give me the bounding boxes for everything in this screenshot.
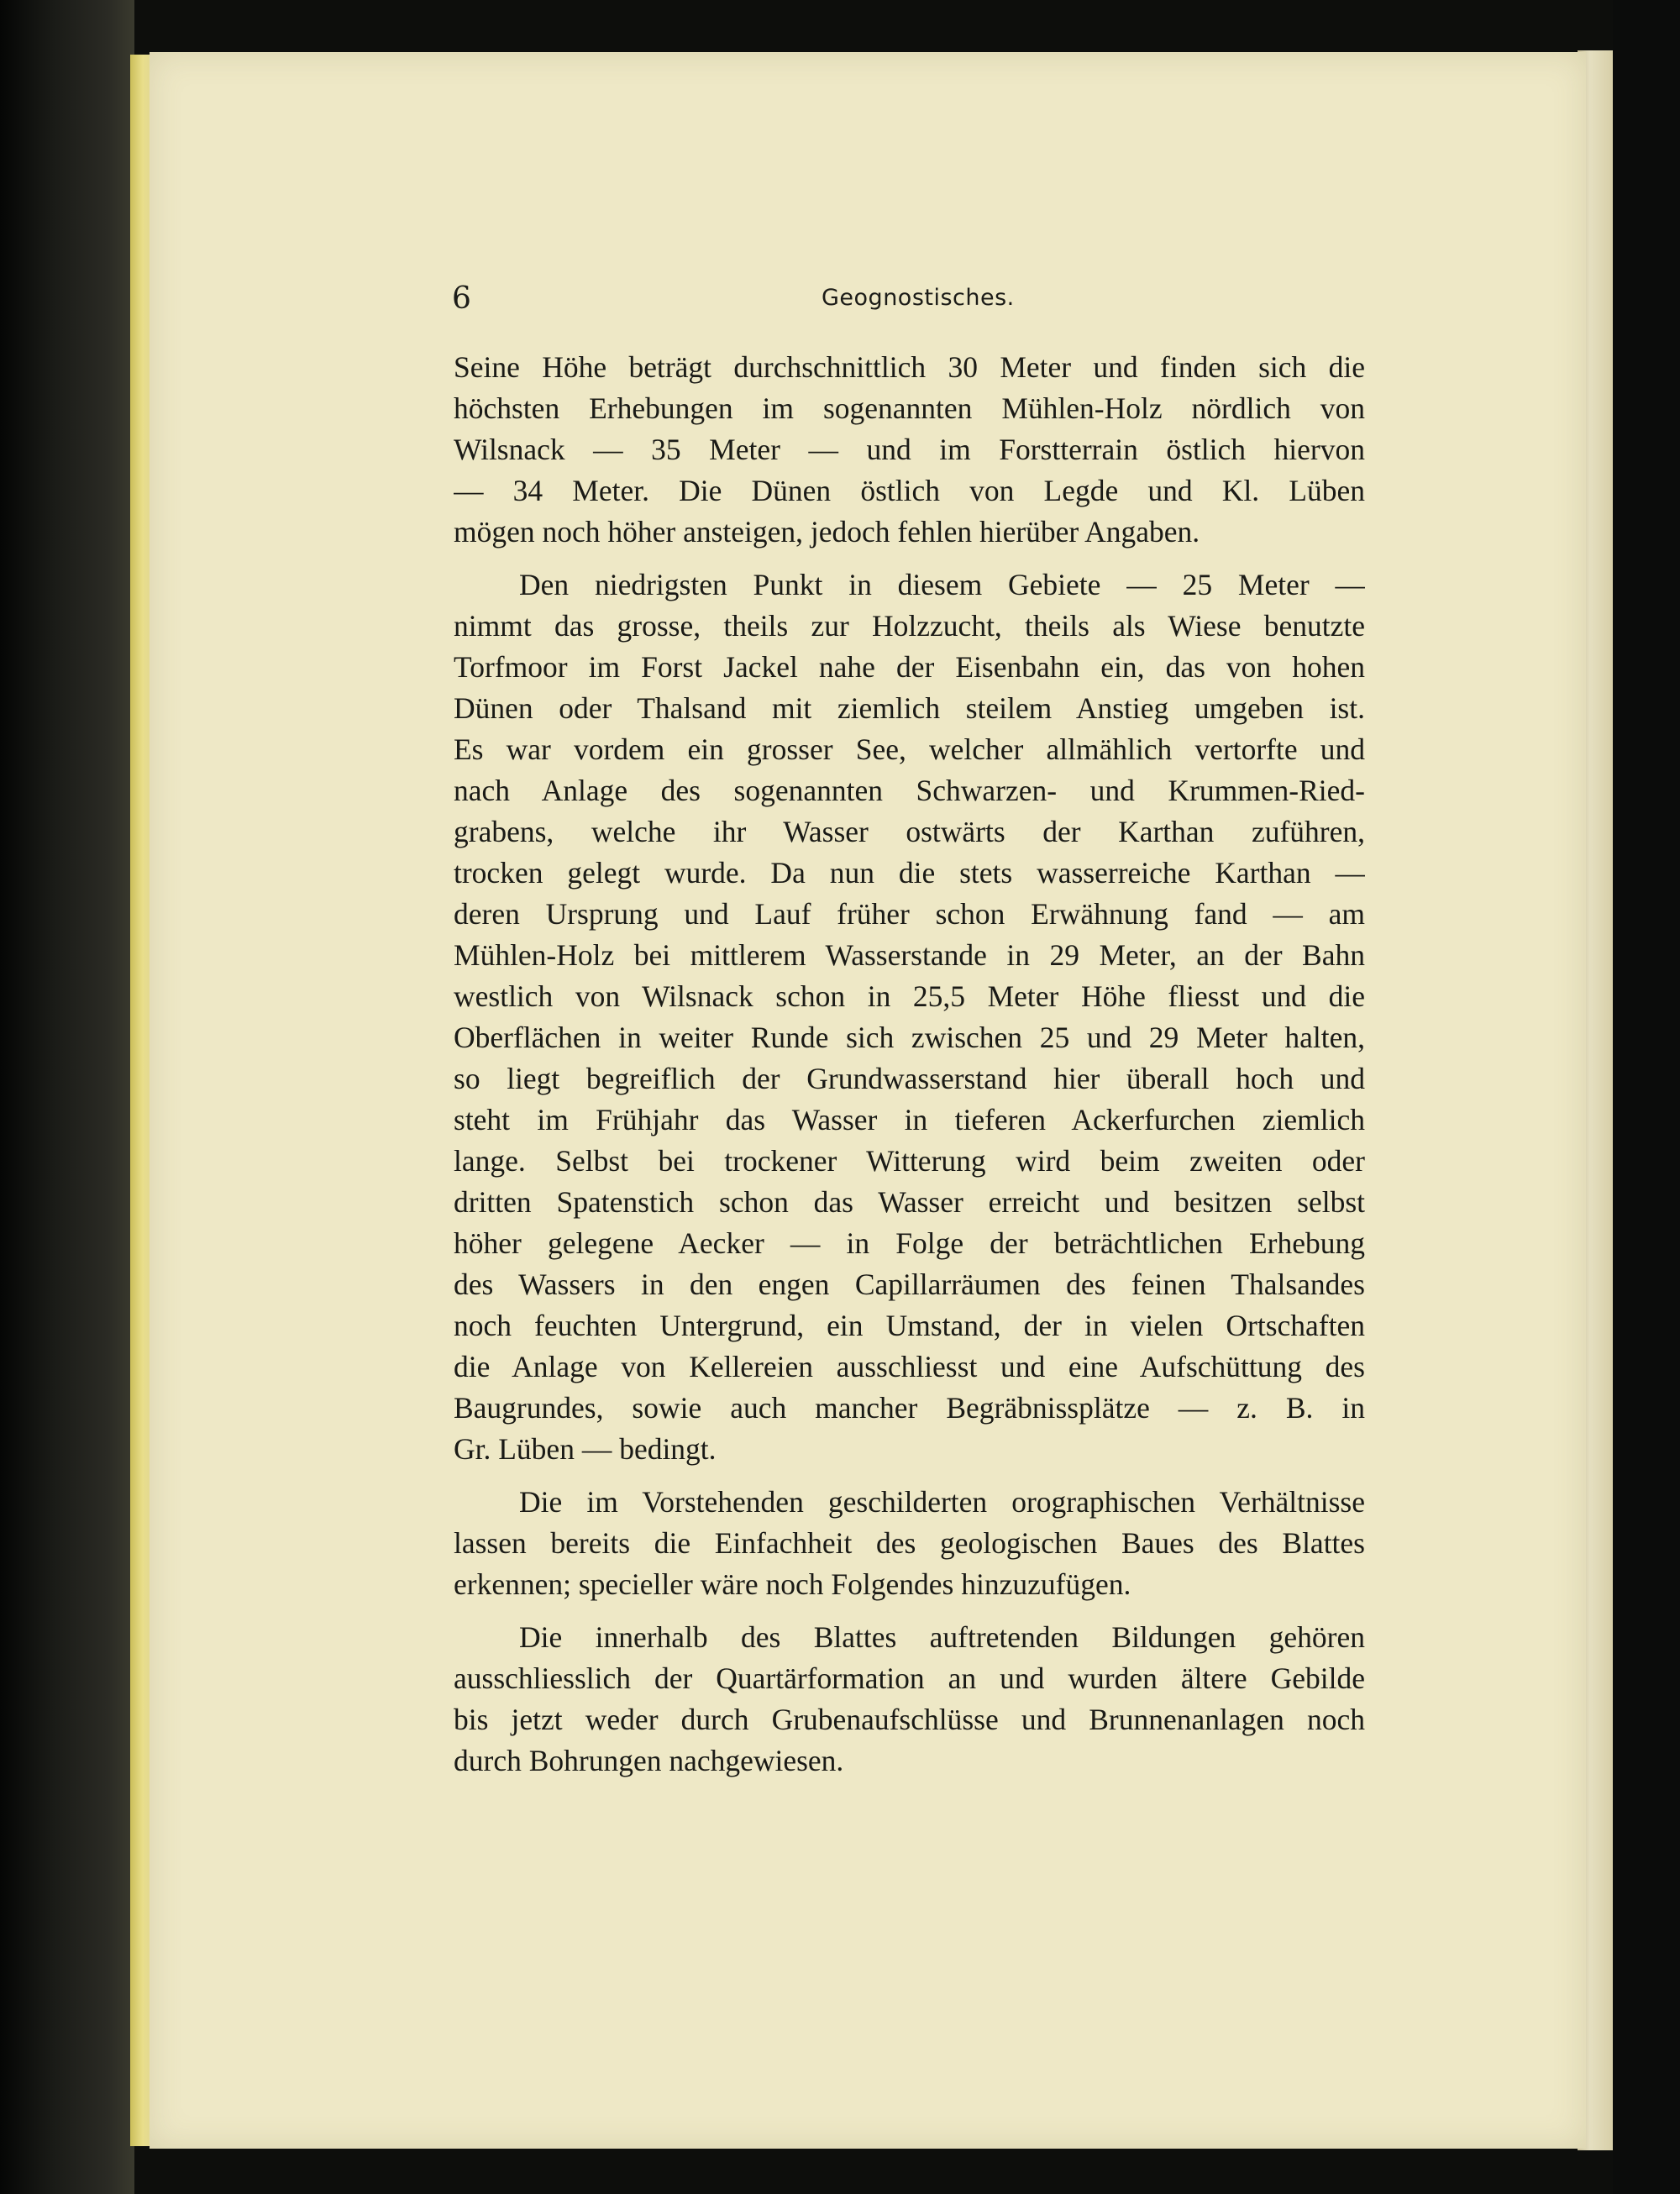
text-line: Baugrundes, sowie auch mancher Begräbnissplätze — z. B. in <box>454 1391 1365 1425</box>
paragraph-3 <box>454 1482 1365 1605</box>
text-line: durch Bohrungen nachgewiesen. <box>454 1744 844 1777</box>
page-number: 6 <box>452 281 471 316</box>
text-line: die Anlage von Kellereien ausschliesst und eine Aufschüttung des <box>454 1350 1365 1383</box>
text-line: deren Ursprung und Lauf früher schon Erwähnung fand — am <box>454 897 1365 931</box>
scan-background-right <box>1613 0 1680 2194</box>
text-line: lassen bereits die Einfachheit des geologischen Baues des Blattes <box>454 1526 1365 1560</box>
text-line: Gr. Lüben — bedingt. <box>454 1432 717 1466</box>
text-line: Mühlen-Holz bei mittlerem Wasserstande in 29 Meter, an der Bahn <box>454 938 1365 972</box>
text-line: noch feuchten Untergrund, ein Umstand, der in vielen Ortschaften <box>454 1309 1365 1342</box>
text-line: lange. Selbst bei trockener Witterung wird beim zweiten oder <box>454 1144 1365 1178</box>
text-line: so liegt begreiflich der Grundwasserstand hier überall hoch und <box>454 1062 1365 1095</box>
text-line: grabens, welche ihr Wasser ostwärts der Karthan zuführen, <box>454 815 1365 848</box>
text-line: höchsten Erhebungen im sogenannten Mühlen-Holz nördlich von <box>454 391 1365 425</box>
running-title: Geognostisches. <box>822 285 1015 311</box>
text-line: Den niedrigsten Punkt in diesem Gebiete — 25 Meter — <box>519 568 1365 601</box>
text-line: nimmt das grosse, theils zur Holzzucht, theils als Wiese benutzte <box>454 609 1365 643</box>
text-line: Dünen oder Thalsand mit ziemlich steilem Anstieg umgeben ist. <box>454 691 1365 725</box>
text-line: erkennen; specieller wäre noch Folgendes hinzuzufügen. <box>454 1567 1131 1601</box>
text-line: trocken gelegt wurde. Da nun die stets wasserreiche Karthan — <box>454 856 1365 890</box>
text-line: nach Anlage des sogenannten Schwarzen- und Krummen-Ried- <box>454 774 1365 807</box>
body-text <box>454 347 1365 1782</box>
text-line: — 34 Meter. Die Dünen östlich von Legde und Kl. Lüben <box>454 474 1365 507</box>
paragraph-4 <box>454 1617 1365 1782</box>
text-line: westlich von Wilsnack schon in 25,5 Meter Höhe fliesst und die <box>454 979 1365 1013</box>
text-line: Es war vordem ein grosser See, welcher allmählich vertorfte und <box>454 732 1365 766</box>
text-line: des Wassers in den engen Capillarräumen des feinen Thalsandes <box>454 1268 1365 1301</box>
text-line: ausschliesslich der Quartärformation an und wurden ältere Gebilde <box>454 1661 1365 1695</box>
text-line: Oberflächen in weiter Runde sich zwischen 25 und 29 Meter halten, <box>454 1021 1365 1054</box>
text-line: steht im Frühjahr das Wasser in tieferen Ackerfurchen ziemlich <box>454 1103 1365 1136</box>
book-binding <box>0 0 134 2194</box>
text-line: bis jetzt weder durch Grubenaufschlüsse und Brunnenanlagen noch <box>454 1703 1365 1736</box>
text-line: Seine Höhe beträgt durchschnittlich 30 Meter und finden sich die <box>454 350 1365 384</box>
text-line: Wilsnack — 35 Meter — und im Forstterrain östlich hiervon <box>454 433 1365 466</box>
text-line: mögen noch höher ansteigen, jedoch fehlen hierüber Angaben. <box>454 515 1200 548</box>
text-line: dritten Spatenstich schon das Wasser erreicht und besitzen selbst <box>454 1185 1365 1219</box>
paragraph-1 <box>454 347 1365 553</box>
text-line: Die innerhalb des Blattes auftretenden Bildungen gehören <box>519 1620 1365 1654</box>
text-line: Torfmoor im Forst Jackel nahe der Eisenbahn ein, das von hohen <box>454 650 1365 684</box>
paragraph-2 <box>454 564 1365 1470</box>
page-header <box>452 281 1368 323</box>
text-line: Die im Vorstehenden geschilderten orographischen Verhältnisse <box>519 1485 1365 1519</box>
text-line: höher gelegene Aecker — in Folge der beträchtlichen Erhebung <box>454 1226 1365 1260</box>
